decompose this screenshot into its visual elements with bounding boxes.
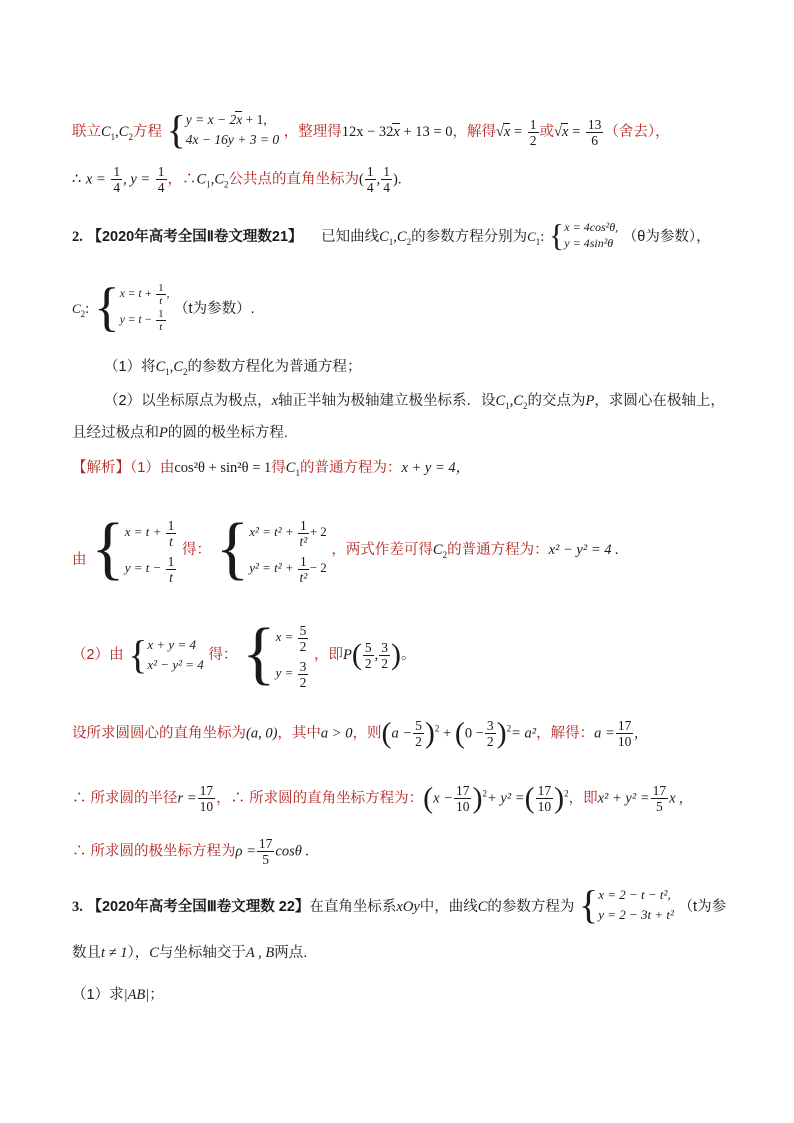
text: ，整理得 bbox=[283, 124, 342, 140]
math: + y² = bbox=[486, 790, 525, 807]
row: x = 2 − t − t², bbox=[598, 887, 671, 902]
c1-parametric-system: { x = 4cos²θ, y = 4sin²θ bbox=[548, 217, 619, 253]
text: 方程 bbox=[132, 124, 162, 140]
row: y = 4sin²θ bbox=[564, 236, 614, 250]
text: 数且 bbox=[72, 945, 101, 961]
math: x = bbox=[85, 171, 106, 188]
question-2-header: 2. 【2020年高考全国Ⅱ卷文理数21】 已知曲线$C_1,C_2$的参数方程分别为$C_1$: { x = 4cos²θ, y = 4sin²θ （θ为参数）， bbox=[72, 217, 711, 253]
question-source-tag: 【2020年高考全国Ⅲ卷文理数 22】 bbox=[87, 899, 310, 915]
math: x − bbox=[433, 790, 453, 807]
math: xOy bbox=[396, 899, 420, 915]
equation-system-1: { y = x − 2x + 1, 4x − 16y + 3 = 0 bbox=[166, 107, 280, 152]
math: r = bbox=[177, 790, 197, 807]
text: 在直角坐标系 bbox=[309, 899, 397, 915]
question-source-tag: 【2020年高考全国Ⅱ卷文理数21】 bbox=[87, 229, 303, 245]
text: 得 bbox=[271, 460, 286, 476]
text: 设所求圆圆心的直角坐标为 bbox=[72, 725, 246, 742]
text: ，解得 bbox=[452, 124, 496, 140]
solution-polar: ∴ 所求圆的极坐标方程为ρ = $\frac{17}{5}$ cosθ . bbox=[72, 836, 310, 867]
fraction: $\frac{1}{4}$ bbox=[366, 164, 374, 195]
c2-parametric-system: { x = t + $\frac{1}{t}$ , y = t − $\frac{1}{t}$ bbox=[93, 277, 170, 337]
text: ∴ 所求圆的极坐标方程为 bbox=[72, 843, 236, 860]
row: y = t − bbox=[124, 560, 162, 575]
row: x² − y² = 4 bbox=[147, 657, 204, 672]
text: 且经过极点和 bbox=[72, 425, 159, 441]
text: , bbox=[634, 725, 638, 742]
intersection-result-system: { x = $\frac{5}{2}$ y = $\frac{3}{2}$ bbox=[242, 615, 307, 692]
text: 轴正半轴为极轴建立极坐标系．设 bbox=[278, 393, 496, 409]
question-2-part-2-cont: 且经过极点和P的圆的极坐标方程. bbox=[72, 425, 288, 441]
text: 已知曲线 bbox=[321, 229, 380, 245]
equation: cos²θ + sin²θ = 1 bbox=[174, 460, 272, 476]
text: 的参数方程化为普通方程； bbox=[187, 359, 362, 375]
text: 的参数方程分别为 bbox=[411, 229, 528, 245]
math-c1: C bbox=[101, 124, 111, 140]
text: 的普通方程为： bbox=[447, 542, 549, 558]
math: x² + y² = bbox=[597, 790, 650, 807]
question-2-part-1: （1）将$C_1,C_2$的参数方程化为普通方程； bbox=[104, 359, 362, 377]
fraction-13-6: $\frac{13}{6}$ bbox=[587, 116, 602, 148]
intersection-system: { x + y = 4 x² − y² = 4 bbox=[128, 632, 204, 677]
math: ρ = bbox=[235, 843, 256, 860]
row: + 2 bbox=[309, 524, 327, 539]
row: y = bbox=[275, 665, 294, 680]
question-3-line-2 bbox=[72, 943, 307, 963]
text: 的圆的极坐标方程. bbox=[167, 425, 288, 441]
text: 两点. bbox=[274, 945, 308, 961]
equation: + 13 = 0 bbox=[403, 124, 453, 140]
row: x² = t² + bbox=[249, 524, 294, 539]
c-parametric-system: { x = 2 − t − t², y = 2 − 3t + t² bbox=[579, 882, 674, 927]
solution-line-1: 联立$C_1,C_2$方程 { y = x − 2x + 1, 4x − 16y + 3 = 0 ，整理得12x − 32x + 13 = 0，解得√x = $\frac{1}{2}$ 或√x = $\frac{13}{6}$ （舍去）， bbox=[72, 107, 670, 152]
text: （t为参 bbox=[678, 899, 727, 915]
text: 的参数方程为 bbox=[487, 899, 575, 915]
fraction: $\frac{1}{4}$ bbox=[113, 164, 121, 195]
row: + 1, bbox=[245, 112, 267, 127]
math: a = bbox=[594, 725, 615, 742]
math: A , B bbox=[245, 945, 275, 961]
text: ，两式作差可得 bbox=[331, 542, 433, 558]
text: （舍去）， bbox=[604, 124, 670, 140]
row: x = bbox=[275, 629, 294, 644]
row: y = 2 − 3t + t² bbox=[598, 907, 674, 922]
text: 的交点为 bbox=[527, 393, 586, 409]
c2-system: { x = t + $\frac{1}{t}$ y = t − $\frac{1}{t}$ bbox=[91, 510, 175, 587]
solution-part-1: 【解析】（1）由cos²θ + sin²θ = 1得$C_1$的普通方程为：x + y = 4， bbox=[72, 460, 471, 478]
row: y = t − bbox=[119, 314, 153, 326]
c2-parametric-line: $C_2$: { x = t + $\frac{1}{t}$ , y = t − $\frac{1}{t}$ （t为参数）. bbox=[72, 277, 255, 337]
question-number: 3. bbox=[72, 899, 83, 915]
equation: x² − y² = 4 . bbox=[548, 542, 619, 558]
solution-tag: 【解析】 bbox=[72, 460, 130, 476]
row: x = 4cos²θ, bbox=[564, 220, 619, 234]
question-number: 2. bbox=[72, 229, 83, 245]
therefore-symbol: ∴ bbox=[72, 171, 82, 188]
text: 中，曲线 bbox=[419, 899, 478, 915]
math: , y = bbox=[123, 171, 151, 188]
math: t ≠ 1 bbox=[101, 945, 128, 961]
math: (a, 0) bbox=[246, 725, 278, 742]
fraction: $\frac{1}{4}$ bbox=[157, 164, 165, 195]
text: 或 bbox=[539, 124, 555, 140]
text: ，即 bbox=[568, 790, 598, 807]
text: 由 bbox=[72, 552, 87, 568]
solution-center: 设所求圆圆心的直角坐标为(a, 0)，其中a > 0，则(a − $\frac{5}{2}$ )$^2$ + (0 − $\frac{3}{2}$ )$^2$= a²，解得：a = $\frac{17}{10}$ , bbox=[72, 716, 638, 750]
text: （2）由 bbox=[72, 647, 124, 663]
equation: x + y = 4， bbox=[401, 460, 471, 476]
text: ）， bbox=[127, 945, 150, 961]
text: 得： bbox=[182, 542, 212, 558]
row: x = t + bbox=[119, 288, 153, 300]
row: x + y = 4 bbox=[147, 637, 196, 652]
math: C bbox=[477, 899, 488, 915]
text: 。 bbox=[401, 647, 416, 663]
row: y² = t² + bbox=[249, 560, 294, 575]
math: x , bbox=[669, 790, 683, 807]
text: （t为参数）. bbox=[174, 301, 255, 317]
math: = a² bbox=[511, 725, 537, 742]
text: 得： bbox=[208, 647, 238, 663]
text: ，其中 bbox=[277, 725, 321, 742]
row: 4x − 16y + 3 = 0 bbox=[185, 132, 280, 147]
solution-line-2: ∴ x = $\frac{1}{4}$ , y = $\frac{1}{4}$ ，$\therefore C_1,C_2$公共点的直角坐标为( $\frac{1}{4}$ , $\frac{1}{4}$ ). bbox=[72, 164, 402, 195]
math: a > 0 bbox=[320, 725, 353, 742]
question-2-part-2: （2）以坐标原点为极点，x轴正半轴为极轴建立极坐标系．设$C_1,C_2$的交点为P，求圆心在极轴上， bbox=[104, 393, 725, 411]
text: 公共点的直角坐标为 bbox=[228, 171, 359, 188]
solution-radius: ∴ 所求圆的半径r = $\frac{17}{10}$ ，∴ 所求圆的直角坐标方程为：(x − $\frac{17}{10}$ )$^2$+ y² =( $\frac{17}{10}$ )$^2$，即x² + y² = $\frac{17}{5}$ x , bbox=[72, 781, 683, 815]
text: ，∴ 所求圆的直角坐标方程为： bbox=[216, 790, 424, 807]
text: ∴ 所求圆的半径 bbox=[72, 790, 178, 807]
text: （1）将 bbox=[104, 359, 156, 375]
text: ； bbox=[149, 987, 164, 1003]
text: 联立 bbox=[72, 124, 101, 140]
math: a − bbox=[391, 725, 413, 742]
fraction-half: $\frac{1}{2}$ bbox=[529, 116, 537, 148]
row: x = t + bbox=[124, 524, 162, 539]
text: ，即 bbox=[314, 647, 344, 663]
math: cosθ . bbox=[275, 843, 310, 860]
text: （1）求 bbox=[72, 987, 124, 1003]
text: 与坐标轴交于 bbox=[158, 945, 246, 961]
row: − 2 bbox=[309, 560, 327, 575]
solution-part-2: （2）由 { x + y = 4 x² − y² = 4 得： { x = $\frac{5}{2}$ y = $\frac{3}{2}$ ，即P( $\frac{5}{2}$ , $\frac{3}{2}$ )。 bbox=[72, 615, 416, 692]
text: （1）由 bbox=[130, 460, 175, 476]
text: ，求圆心在极轴上， bbox=[594, 393, 725, 409]
c2-squared-system: { x² = t² + $\frac{1}{\text{t²}}$ + 2 y² = t² + $\frac{1}{\text{t²}}$ − 2 bbox=[215, 510, 327, 587]
text: ，则 bbox=[352, 725, 382, 742]
row: y = x − 2 bbox=[185, 112, 237, 127]
question-3-part-1 bbox=[72, 985, 164, 1005]
equation: 12x − 32 bbox=[341, 124, 394, 140]
question-3-header bbox=[72, 882, 727, 927]
text: ，∴ bbox=[167, 171, 197, 188]
math: C bbox=[149, 945, 159, 961]
fraction: $\frac{1}{4}$ bbox=[383, 164, 390, 195]
math: 0 − bbox=[464, 725, 484, 742]
text: （θ为参数）， bbox=[622, 229, 711, 245]
solution-c2-derivation: 由 { x = t + $\frac{1}{t}$ y = t − $\frac{1}{t}$ 得： { x² = t² + $\frac{1}{\text{t²}}$ + 2 y² = t² + $\frac{1}{\text{t²}}$ − 2 ，两式作差可得$C_2$的普通方程为：x² − y² = 4 . bbox=[72, 510, 619, 587]
text: ，解得： bbox=[536, 725, 595, 742]
text: 的普通方程为： bbox=[299, 460, 402, 476]
point-label: P bbox=[343, 647, 352, 663]
text: . bbox=[397, 171, 402, 188]
text: （2）以坐标原点为极点， bbox=[104, 393, 272, 409]
math: |AB| bbox=[123, 987, 150, 1003]
